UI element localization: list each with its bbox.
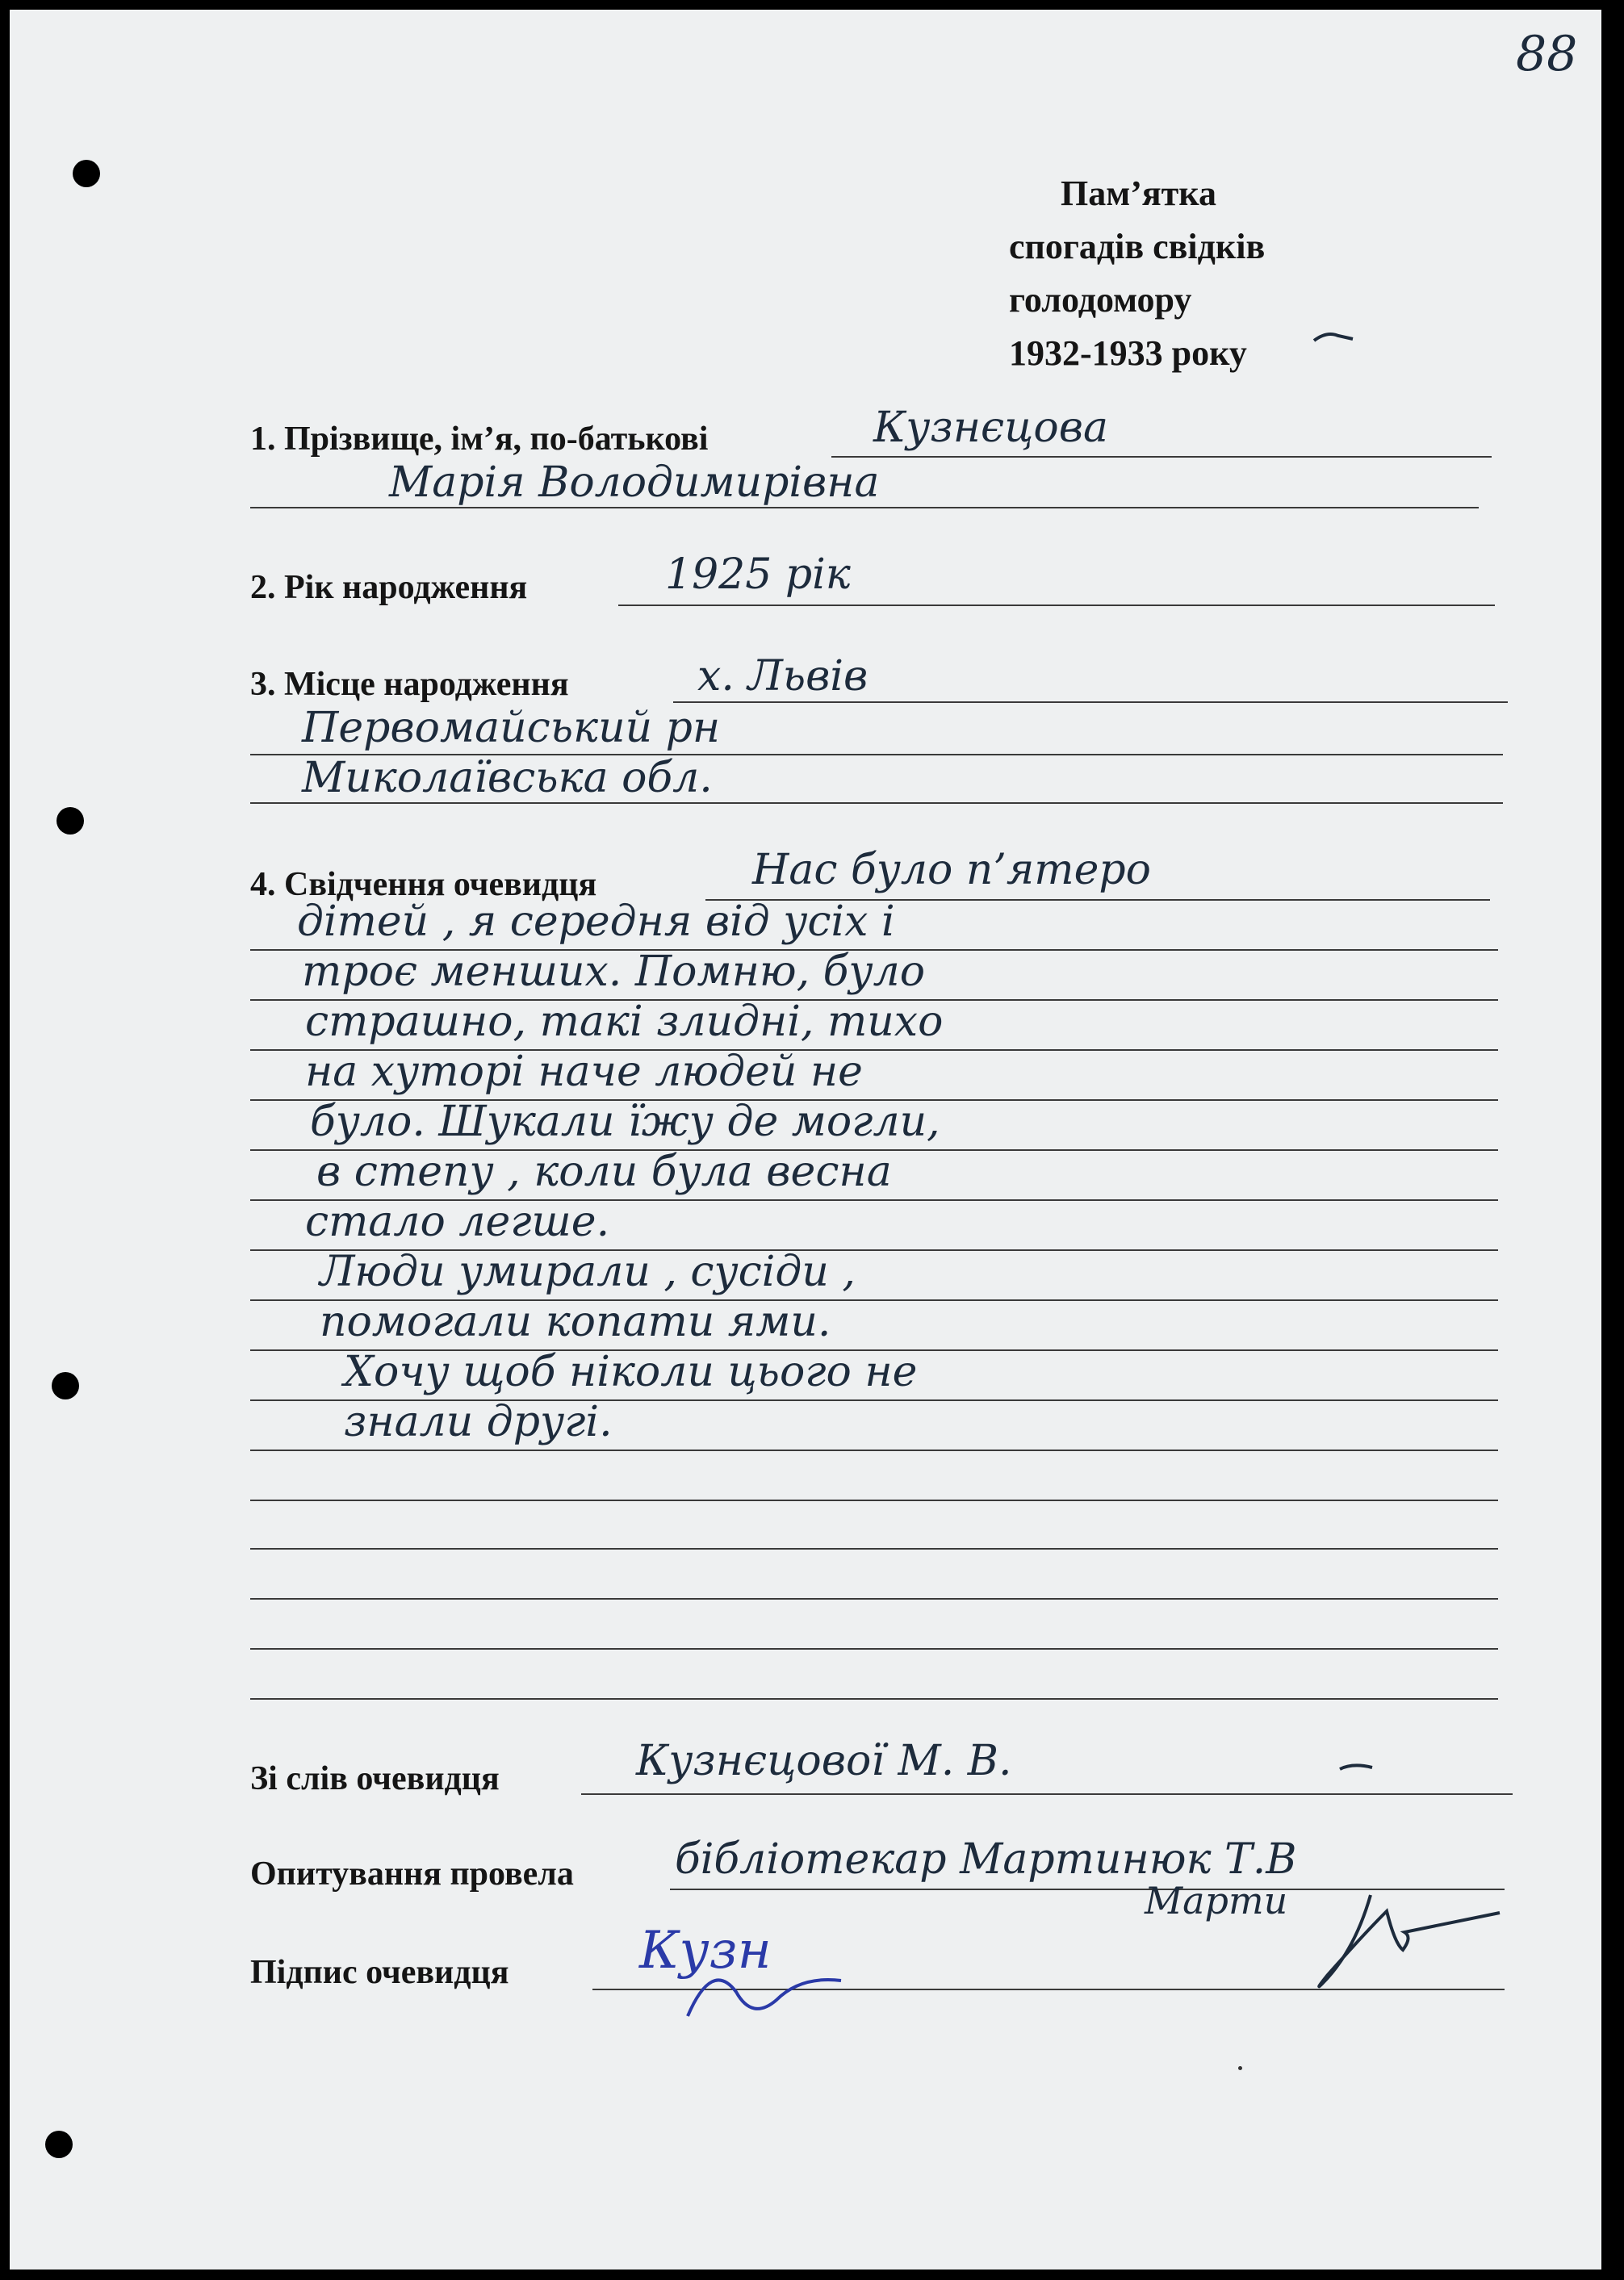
testimony-line-text: помогали копати ями. (320, 1298, 831, 1346)
title-line: Пам’ятка (1061, 174, 1216, 213)
testimony-line (250, 1698, 1498, 1700)
birth-place-value: х. Львів (697, 652, 869, 701)
testimony-line (250, 1450, 1498, 1451)
title-line: 1932-1933 року (1009, 333, 1247, 373)
testimony-line-text: Хочу щоб ніколи цього не (344, 1348, 918, 1396)
title-pen-mark (1311, 326, 1359, 350)
interviewer-signature-flourish (1266, 1863, 1532, 2000)
testimony-line (250, 1648, 1498, 1650)
testimony-line-text: знали другі. (344, 1398, 613, 1446)
birth-year-line (618, 605, 1495, 606)
punch-hole (45, 2131, 73, 2158)
from-words-label: Зі слів очевидця (250, 1760, 500, 1797)
page-number: 88 (1516, 26, 1578, 82)
punch-hole (73, 160, 100, 187)
birth-place-value: Миколаївська обл. (302, 754, 713, 802)
interviewer-value: бібліотекар Мартинюк Т.В (675, 1835, 1297, 1884)
testimony-line-text: стало легше. (305, 1198, 610, 1246)
title-line: голодомору (1009, 280, 1192, 320)
birth-year-label: 2. Рік народження (250, 569, 528, 606)
testimony-line-text: троє менших. Помню, було (302, 948, 926, 996)
ink-dot (1238, 2066, 1242, 2070)
surname-value: Кузнєцова (873, 404, 1109, 452)
punch-hole (52, 1372, 79, 1399)
testimony-line-text: Нас було п’ятеро (752, 846, 1151, 894)
eyewitness-signature: Кузн (639, 1921, 772, 1981)
birth-place-line (250, 802, 1503, 804)
eyewitness-signature-flourish (680, 1943, 857, 2032)
birth-place-label: 3. Місце народження (250, 666, 569, 703)
testimony-line-text: страшно, такі злидні, тихо (305, 998, 944, 1046)
pen-mark (1337, 1759, 1377, 1776)
punch-hole (57, 807, 84, 835)
interviewer-label: Опитування провела (250, 1855, 574, 1893)
surname-line (250, 507, 1479, 508)
from-words-line (581, 1793, 1513, 1795)
testimony-line-text: Люди умирали , сусіди , (320, 1248, 856, 1296)
document-title (1009, 167, 1265, 380)
testimony-line-text: в степу , коли була весна (316, 1148, 892, 1196)
surname-line (831, 456, 1492, 458)
interviewer-signature: Марти (1145, 1879, 1288, 1922)
testimony-label: 4. Свідчення очевидця (250, 866, 597, 903)
testimony-line (250, 1548, 1498, 1550)
testimony-line-text: на хуторі наче людей не (305, 1048, 863, 1096)
signature-label: Підпис очевидця (250, 1954, 509, 1991)
birth-place-line (673, 701, 1508, 703)
birth-place-value: Первомайський рн (302, 704, 721, 752)
document-sheet (10, 10, 1601, 2270)
surname-value: Марія Володимирівна (389, 458, 880, 507)
testimony-line-text: було. Шукали їжу де могли, (310, 1098, 940, 1146)
title-line: спогадів свідків (1009, 227, 1266, 266)
testimony-line (250, 1500, 1498, 1501)
surname-label: 1. Прізвище, ім’я, по-батькові (250, 420, 709, 458)
birth-year-value: 1925 рік (665, 550, 851, 599)
from-words-value: Кузнєцової М. В. (636, 1737, 1012, 1785)
testimony-line (250, 1598, 1498, 1600)
testimony-line-text: дітей , я середня від усіх і (297, 897, 895, 946)
